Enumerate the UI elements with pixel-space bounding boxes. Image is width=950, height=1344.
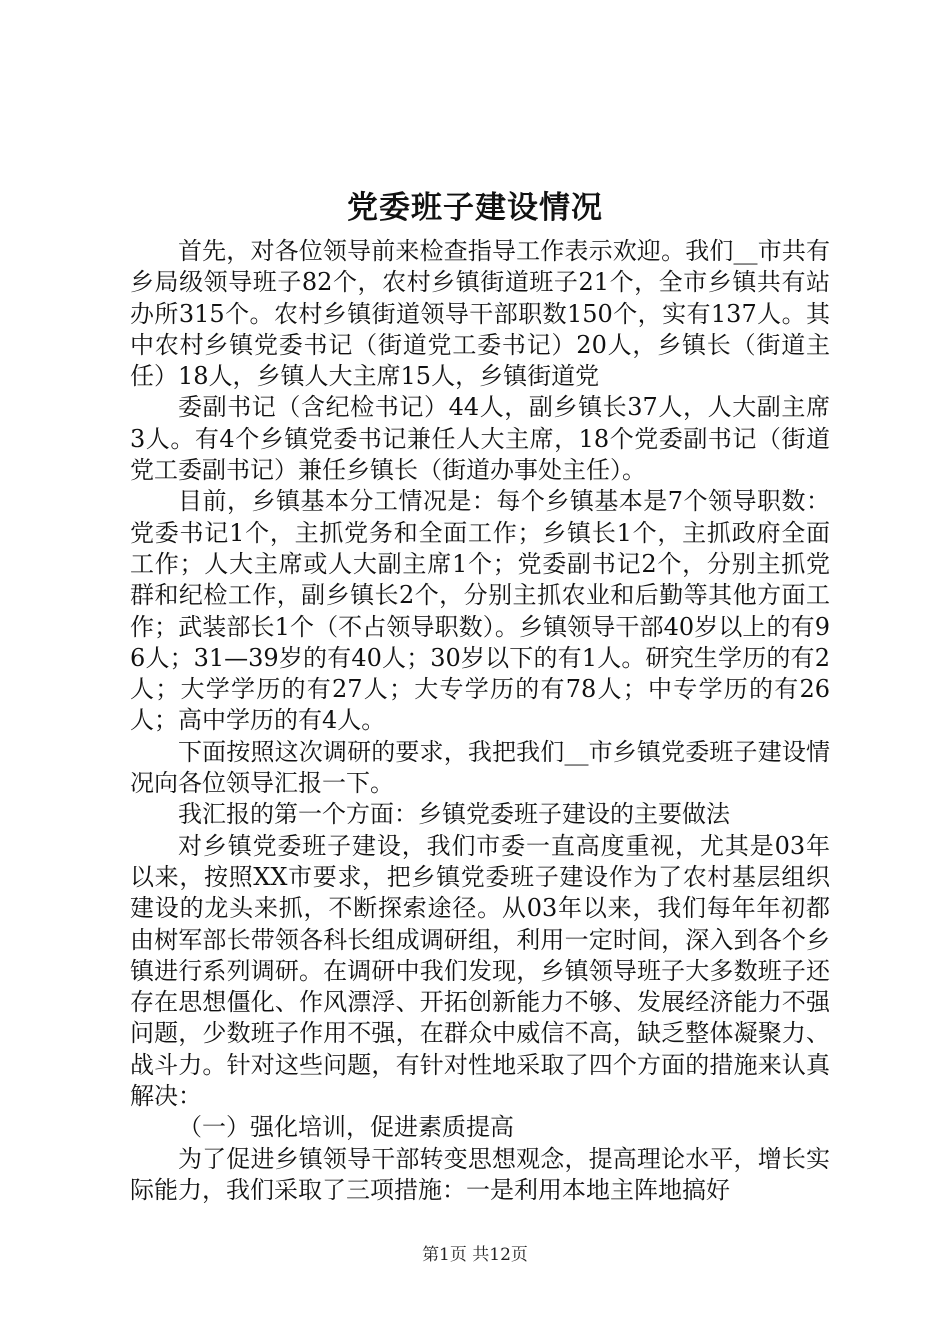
paragraph-division-of-work: 目前，乡镇基本分工情况是：每个乡镇基本是7个领导职数：党委书记1个，主抓党务和全面工作；乡镇长1个，主抓政府全面工作；人大主席或人大副主席1个；党委副书记2个，分别主抓党群和纪检工作，副乡镇长2个，分别主抓农业和后勤等其他方面工作；武装部长1个（不占领导职数）。乡镇领导干部40岁以上的有96人；31—39岁的有40人；30岁以下的有1人。研究生学历的有2人；大学学历的有27人；大专学历的有78人；中专学历的有26人；高中学历的有4人。	[130, 487, 830, 735]
page-footer	[0, 1243, 950, 1267]
subsection-heading-training: （一）强化培训，促进素质提高	[178, 1113, 514, 1142]
page-total: 共12页	[472, 1245, 528, 1265]
paragraph-training-measures: 为了促进乡镇领导干部转变思想观念，提高理论水平，增长实际能力，我们采取了三项措施：一是利用本地主阵地搞好	[130, 1144, 830, 1204]
paragraph-intro: 首先，对各位领导前来检查指导工作表示欢迎。我们__市共有乡局级领导班子82个，农村乡镇街道班子21个，全市乡镇共有站办所315个。农村乡镇街道领导干部职数150个，实有137人。其中农村乡镇党委书记（街道党工委书记）20人，乡镇长（街道主任）18人，乡镇人大主席15人，乡镇街道党	[130, 237, 830, 391]
paragraph-report-intro: 下面按照这次调研的要求，我把我们__市乡镇党委班子建设情况向各位领导汇报一下。	[130, 737, 830, 798]
document-title: 党委班子建设情况	[347, 190, 603, 226]
page-number: 第1页	[422, 1245, 467, 1265]
paragraph-main-practices: 对乡镇党委班子建设，我们市委一直高度重视，尤其是03年以来，按照XX市要求，把乡镇党委班子建设作为了农村基层组织建设的龙头来抓，不断探索途径。从03年以来，我们每年年初都由树军部长带领各科长组成调研组，利用一定时间，深入到各个乡镇进行系列调研。在调研中我们发现，乡镇领导班子大多数班子还存在思想僵化、作风漂浮、开拓创新能力不够、发展经济能力不强问题，少数班子作用不强，在群众中威信不高，缺乏整体凝聚力、战斗力。针对这些问题，有针对性地采取了四个方面的措施来认真解决：	[130, 831, 830, 1111]
paragraph-intro-continued: 委副书记（含纪检书记）44人，副乡镇长37人，人大副主席3人。有4个乡镇党委书记兼任人大主席，18个党委副书记（街道党工委副书记）兼任乡镇长（街道办事处主任）。	[130, 393, 830, 485]
section-heading-first-aspect: 我汇报的第一个方面：乡镇党委班子建设的主要做法	[178, 800, 730, 829]
document-body	[130, 236, 830, 1206]
